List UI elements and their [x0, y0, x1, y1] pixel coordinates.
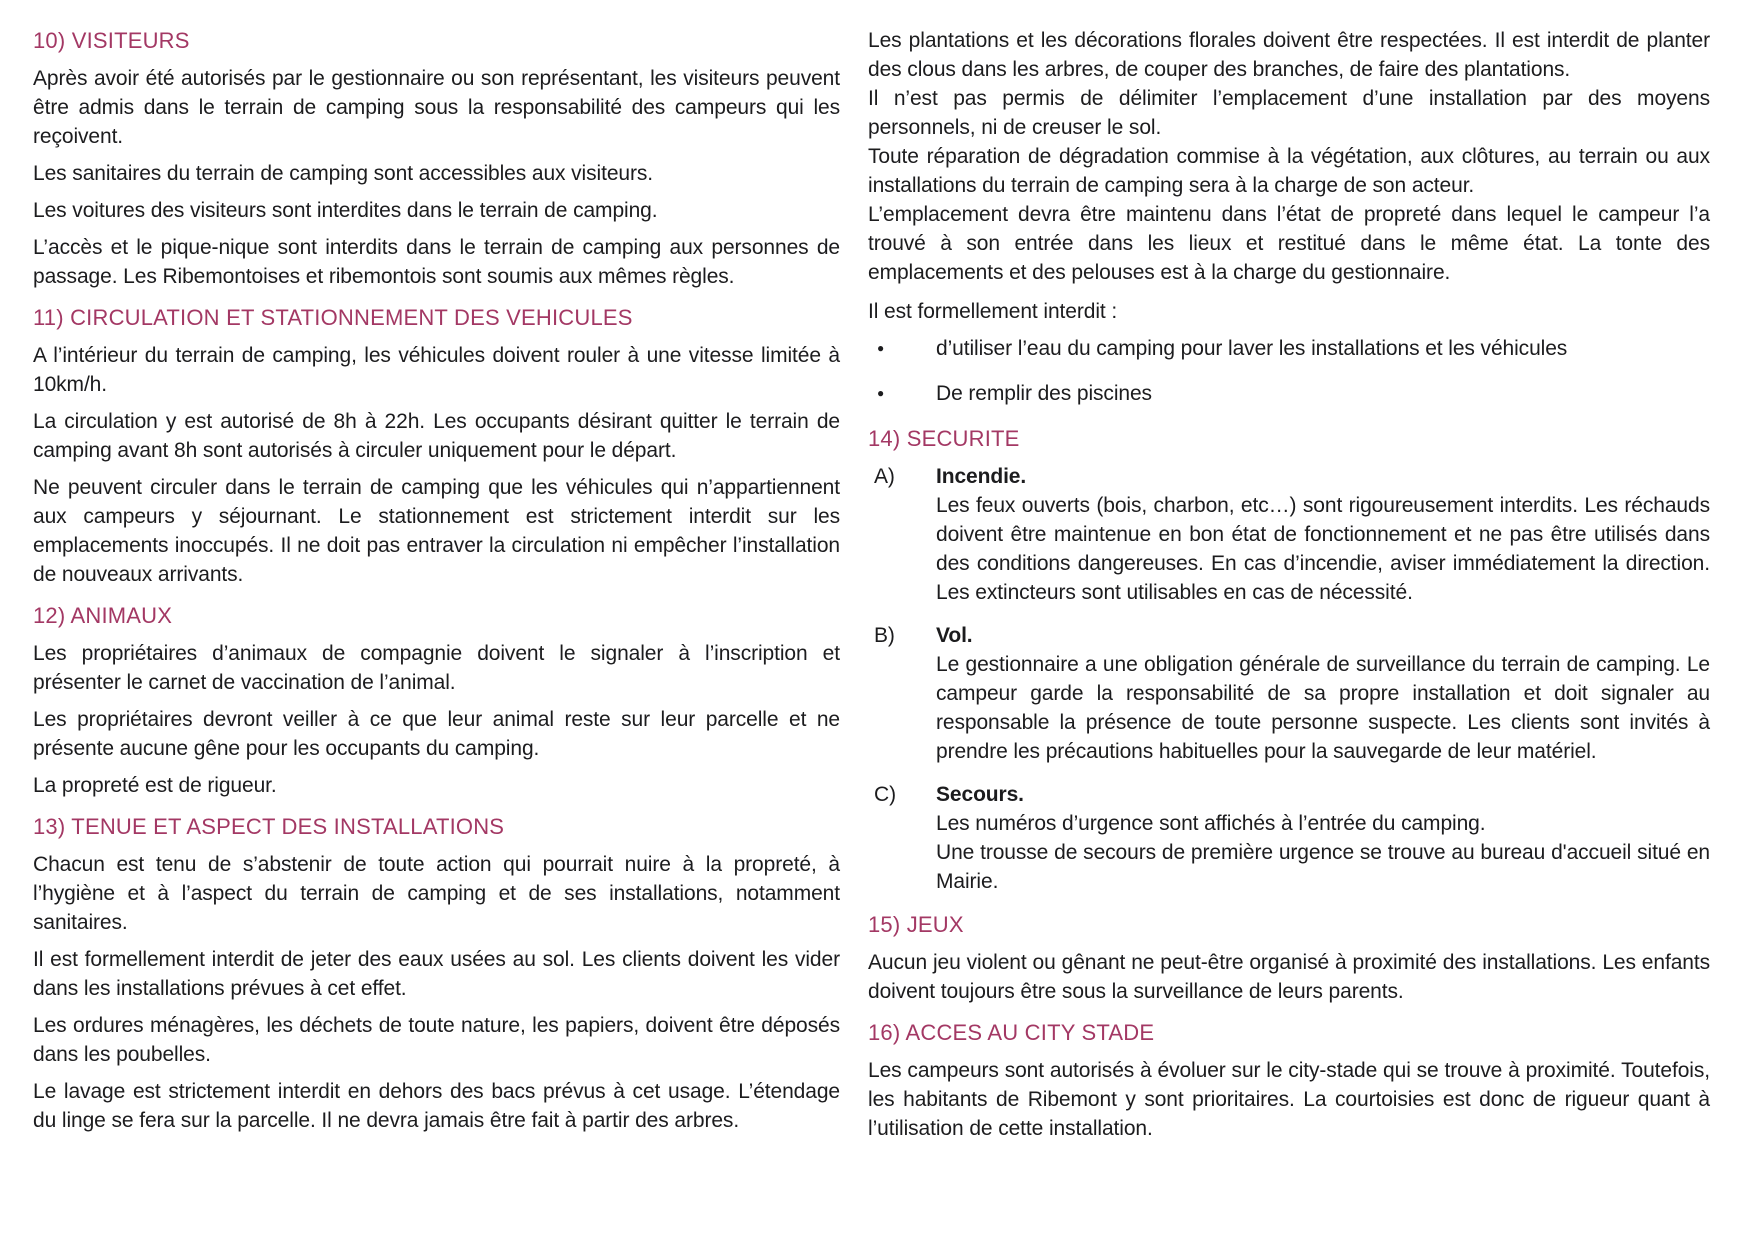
paragraph: Il est formellement interdit de jeter des eaux usées au sol. Les clients doivent les vider dans les installations prévues à cet effet.	[33, 948, 840, 1000]
paragraph: Le lavage est strictement interdit en dehors des bacs prévus à cet usage. L’étendage du linge se fera sur la parcelle. Il ne devra jamais être fait à partir des arbres.	[33, 1080, 840, 1132]
section-heading: 10) VISITEURS	[33, 28, 190, 53]
lettered-item-title: Incendie.	[936, 465, 1027, 488]
paragraph: Les sanitaires du terrain de camping sont accessibles aux visiteurs.	[33, 162, 654, 185]
lettered-item-body	[936, 621, 1710, 766]
section-heading: 11) CIRCULATION ET STATIONNEMENT DES VEHICULES	[33, 305, 633, 330]
bullet-item-text: d’utiliser l’eau du camping pour laver les installations et les véhicules	[936, 337, 1568, 360]
section-heading: 12) ANIMAUX	[33, 603, 173, 628]
lettered-item	[868, 780, 1710, 896]
paragraph: La propreté est de rigueur.	[33, 774, 277, 797]
lettered-item-title: Secours.	[936, 783, 1024, 806]
paragraph: A l’intérieur du terrain de camping, les véhicules doivent rouler à une vitesse limitée à 10km/h.	[33, 344, 840, 396]
paragraph: Les propriétaires devront veiller à ce que leur animal reste sur leur parcelle et ne présente aucune gêne pour les occupants du camping.	[33, 708, 840, 760]
bullet-item	[868, 379, 1710, 408]
lettered-item-title: Vol.	[936, 624, 973, 647]
section-heading: 13) TENUE ET ASPECT DES INSTALLATIONS	[33, 814, 505, 839]
paragraph: Après avoir été autorisés par le gestionnaire ou son représentant, les visiteurs peuvent être admis dans le terrain de camping sous la responsabilité des campeurs qui les reçoivent.	[33, 67, 840, 148]
paragraph: Chacun est tenu de s’abstenir de toute action qui pourrait nuire à la propreté, à l’hygiène et à l’aspect du terrain de camping et de ses installations, notamment sanitaires.	[33, 853, 840, 934]
paragraph: L’accès et le pique-nique sont interdits dans le terrain de camping aux personnes de passage. Les Ribemontoises et ribemontois sont soumis aux mêmes règles.	[33, 236, 840, 288]
bullet-item-text: De remplir des piscines	[936, 382, 1152, 405]
lettered-item-label: C)	[874, 783, 896, 806]
lettered-item-body	[936, 780, 1710, 896]
paragraph: L’emplacement devra être maintenu dans l’état de propreté dans lequel le campeur l’a trouvé à son entrée dans les lieux et restitué dans le même état. La tonte des emplacements et des pelouses est à la charge du gestionnaire.	[868, 203, 1710, 284]
paragraph: Ne peuvent circuler dans le terrain de camping que les véhicules qui n’appartiennent aux campeurs y séjournant. Le stationnement est strictement interdit sur les emplacements inoccupés. Il ne doit pas entraver la circulation ni empêcher l’installation de nouveaux arrivants.	[33, 476, 840, 586]
paragraph: Il n’est pas permis de délimiter l’emplacement d’une installation par des moyens personnels, ni de creuser le sol.	[868, 87, 1710, 139]
paragraph: Les feux ouverts (bois, charbon, etc…) sont rigoureusement interdits. Les réchauds doivent être maintenue en bon état de fonctionnement et ne pas être utilisés dans des conditions dangereuses. En cas d’incendie, aviser immédiatement la direction. Les extincteurs sont utilisables en cas de nécessité.	[936, 494, 1710, 604]
lettered-item	[868, 621, 1710, 766]
bullet-icon: ●	[877, 341, 885, 355]
paragraph: Les propriétaires d’animaux de compagnie doivent le signaler à l’inscription et présenter le carnet de vaccination de l’animal.	[33, 642, 840, 694]
paragraph: Le gestionnaire a une obligation générale de surveillance du terrain de camping. Le campeur garde la responsabilité de sa propre installation et doit signaler au responsable la présence de toute personne suspecte. Les clients sont invités à prendre les précautions habituelles pour la sauvegarde de leur matériel.	[936, 653, 1710, 763]
bullet-icon: ●	[877, 386, 885, 400]
section-heading: 15) JEUX	[868, 912, 964, 937]
paragraph: Une trousse de secours de première urgence se trouve au bureau d'accueil situé en Mairie.	[936, 841, 1710, 893]
lettered-item	[868, 462, 1710, 607]
paragraph: Les numéros d’urgence sont affichés à l’entrée du camping.	[936, 812, 1486, 835]
paragraph: Les plantations et les décorations florales doivent être respectées. Il est interdit de planter des clous dans les arbres, de couper des branches, de faire des plantations.	[868, 29, 1710, 81]
paragraph: Les ordures ménagères, les déchets de toute nature, les papiers, doivent être déposés dans les poubelles.	[33, 1014, 840, 1066]
paragraph: Les voitures des visiteurs sont interdites dans le terrain de camping.	[33, 199, 658, 222]
paragraph: La circulation y est autorisé de 8h à 22h. Les occupants désirant quitter le terrain de camping avant 8h sont autorisés à circuler uniquement pour le départ.	[33, 410, 840, 462]
paragraph: Toute réparation de dégradation commise à la végétation, aux clôtures, au terrain ou aux installations du terrain de camping sera à la charge de son acteur.	[868, 145, 1710, 197]
section-heading: 14) SECURITE	[868, 426, 1020, 451]
lettered-item-label: B)	[874, 624, 895, 647]
paragraph: Aucun jeu violent ou gênant ne peut-être organisé à proximité des installations. Les enfants doivent toujours être sous la surveillance de leurs parents.	[868, 951, 1710, 1003]
lettered-item-label: A)	[874, 465, 895, 488]
bullet-list	[868, 334, 1710, 408]
right-column	[868, 26, 1710, 1240]
section-heading: 16) ACCES AU CITY STADE	[868, 1020, 1155, 1045]
lettered-item-body	[936, 462, 1710, 607]
paragraph: Les campeurs sont autorisés à évoluer sur le city-stade qui se trouve à proximité. Toutefois, les habitants de Ribemont y sont prioritaires. La courtoisies est donc de rigueur quant à l’utilisation de cette installation.	[868, 1059, 1710, 1140]
bullet-item	[868, 334, 1710, 363]
paragraph: Il est formellement interdit :	[868, 300, 1118, 323]
left-column	[33, 26, 840, 1240]
